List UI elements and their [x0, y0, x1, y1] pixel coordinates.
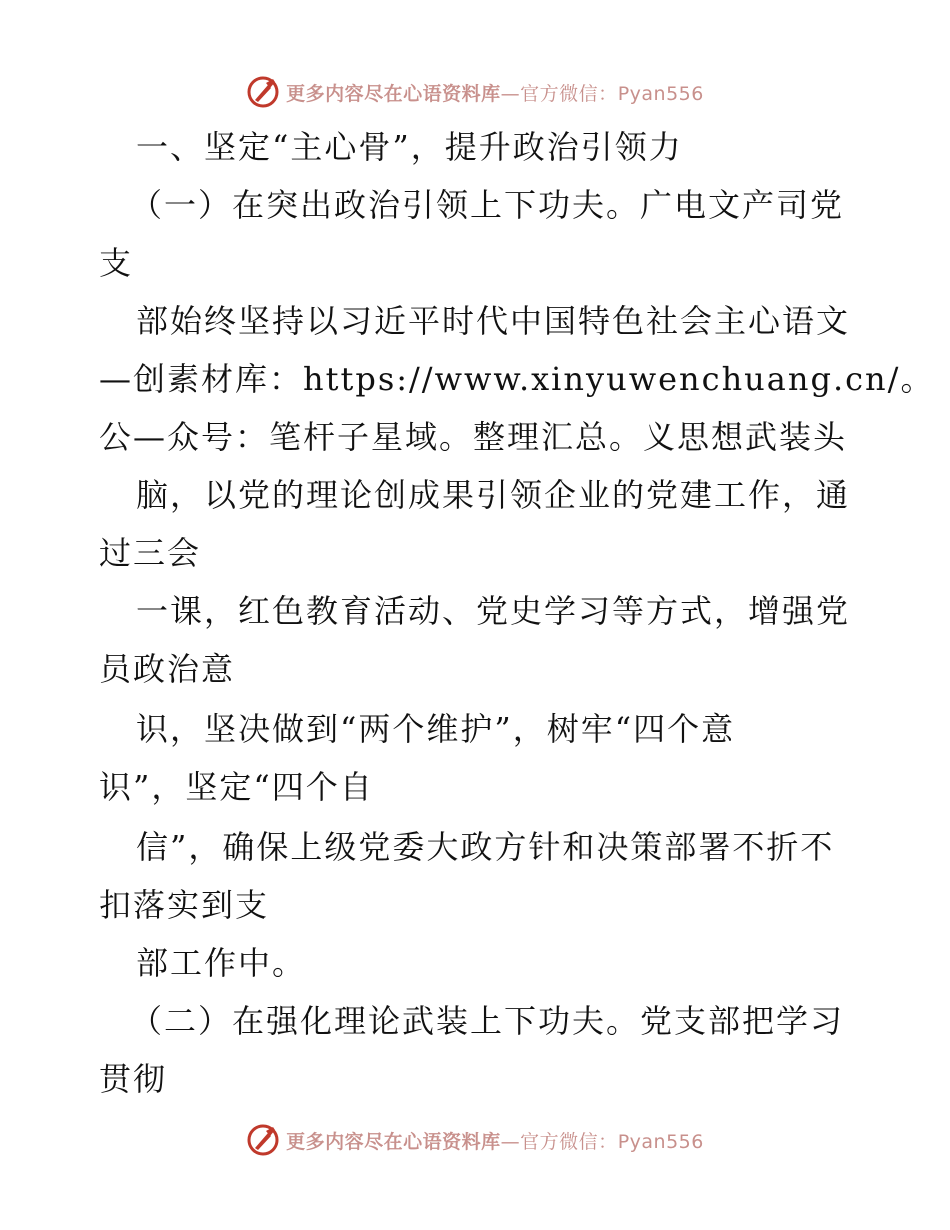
paragraph-line: 贯彻 — [99, 1060, 168, 1098]
paragraph-line: 信”，确保上级党委大政方针和决策部署不折不 — [136, 828, 835, 866]
paragraph-line: 识”，坚定“四个自 — [99, 768, 374, 806]
footer-wechat-label: 官方微信： — [520, 1130, 618, 1153]
paragraph-line: 一课，红色教育活动、党史学习等方式，增强党 — [136, 592, 851, 630]
footer-banner-text — [286, 1127, 704, 1154]
footer-site-text: 更多内容尽在心语资料库 — [286, 1130, 501, 1153]
paragraph-line: 过三会 — [99, 534, 202, 572]
paragraph-line: 员政治意 — [99, 650, 236, 688]
section-heading: 一、坚定“主心骨”，提升政治引领力 — [136, 128, 683, 166]
paragraph-line: 识，坚决做到“两个维护”，树牢“四个意 — [136, 710, 736, 748]
header-wechat-label: 官方微信： — [520, 82, 618, 105]
paragraph-line: 支 — [99, 244, 134, 282]
header-separator: — — [500, 82, 521, 105]
paragraph-line: 公—众号：笔杆子星域。整理汇总。义思想武装头 — [99, 418, 848, 456]
header-site-text: 更多内容尽在心语资料库 — [286, 82, 501, 105]
paragraph-line: —创素材库：https://www.xinyuwenchuang.cn/。 — [99, 360, 935, 398]
paragraph-line: （一）在突出政治引领上下功夫。广电文产司党 — [130, 186, 845, 224]
paragraph-line: 脑，以党的理论创成果引领企业的党建工作，通 — [136, 476, 851, 514]
pen-logo-icon — [246, 1123, 280, 1157]
paragraph-line: 扣落实到支 — [99, 886, 270, 924]
footer-banner — [0, 1120, 950, 1160]
footer-separator: — — [500, 1130, 521, 1153]
paragraph-line: 部始终坚持以习近平时代中国特色社会主心语文 — [136, 302, 851, 340]
footer-wechat-id: Pyan556 — [617, 1130, 704, 1153]
header-wechat-id: Pyan556 — [617, 82, 704, 105]
paragraph-line: （二）在强化理论武装上下功夫。党支部把学习 — [130, 1002, 845, 1040]
paragraph-line: 部工作中。 — [136, 944, 307, 982]
